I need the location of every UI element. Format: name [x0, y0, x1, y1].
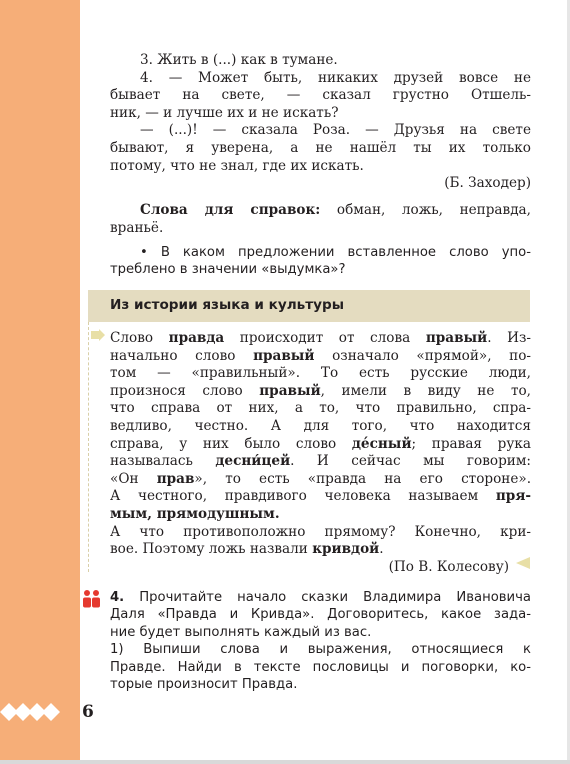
- bullet-icon: •: [140, 245, 148, 260]
- task-4: 4. Прочитайте начало сказки Владимира Ивановича Даля «Правда и Кривда». Договоритесь, какое зада- ние будет выполнять каждый из вас. 1) Выпиши слова и выражения, относящиеся к Правде. Найди в тексте пословицы и поговорки, ко- торые произносит Правда.: [110, 590, 531, 693]
- history-line: Слово правда происходит от слова правый. Из-: [110, 330, 531, 346]
- poem-line: — (...)! — сказала Роза. — Друзья на свете: [140, 122, 531, 139]
- poem-line: бывает на свете, — сказал грустно Отшель-: [110, 87, 531, 104]
- history-line: «Он прав», то есть «правда на его стороне».: [110, 470, 532, 487]
- task-text: Прочитайте начало сказки Владимира Иванович: [139, 590, 523, 605]
- history-line: том — «правильный». То есть русские люди,: [110, 365, 531, 382]
- history-line: справа, у них было слово дéсный; правая рука: [110, 435, 531, 452]
- reference-label: Слова для справок:: [140, 202, 321, 218]
- history-section-header: [88, 290, 530, 322]
- history-line: ведливо, честно. А для того, что находится: [110, 417, 531, 434]
- task-subtask-1: 1) Выпиши слова и выражения, относящиеся к: [110, 642, 531, 658]
- pair-work-icon: [82, 589, 102, 609]
- poem-excerpt: [110, 52, 531, 193]
- history-line: начально слово правый означало «прямой», по-: [110, 347, 531, 364]
- poem-line-3: 3. Жить в (...) как в тумане.: [140, 52, 338, 68]
- task-text: торые произносит Правда.: [110, 677, 298, 693]
- page-number: 6: [82, 702, 94, 722]
- poem-line: потому, что не знал, где их искать.: [110, 157, 364, 174]
- poem-line: бывают, я уверена, а не нашёл ты их только: [110, 139, 531, 156]
- history-text: [110, 330, 531, 576]
- reference-words-list: обман, ложь, неправда,: [336, 202, 531, 218]
- arrow-right-marker-icon: [91, 329, 105, 341]
- question-block: [110, 244, 531, 279]
- history-line: произнося слово правый, имели в виду не то,: [110, 382, 531, 399]
- page-bottom-edge: [0, 760, 570, 764]
- task-number: 4.: [110, 590, 125, 605]
- diamond-ornament-icon: [0, 703, 80, 721]
- history-line: А что противоположно прямому? Конечно, кри-: [110, 523, 531, 540]
- history-line: называлась десни́цей. И сейчас мы говорим:: [110, 453, 531, 470]
- history-line: мым, прямодушным.: [110, 505, 280, 522]
- history-line: вое. Поэтому ложь назвали кривдой.: [110, 541, 384, 558]
- history-section-border: [88, 322, 90, 572]
- history-line: А честного, правдивого человека называем пря-: [110, 488, 531, 505]
- poem-line: ник, — и лучше их и не искать?: [110, 104, 339, 121]
- question-text: треблено в значении «выдумка»?: [110, 262, 346, 278]
- left-margin-bar: [0, 0, 80, 764]
- poem-line: 4. — Может быть, никаких друзей вовсе не: [140, 69, 531, 86]
- task-text: Даля «Правда и Кривда». Договоритесь, какое зада-: [110, 607, 531, 623]
- question-text: В каком предложении вставленное слово упо-: [160, 245, 531, 260]
- task-text: Правде. Найди в тексте пословицы и поговорки, ко-: [110, 659, 531, 675]
- arrow-left-marker-icon: [516, 557, 530, 569]
- history-section-title: Из истории языка и культуры: [110, 297, 345, 313]
- poem-author: (Б. Заходер): [444, 175, 531, 192]
- history-line: что справа от них, а то, что правильно, спра-: [110, 400, 531, 417]
- task-text: ние будет выполнять каждый из вас.: [110, 624, 372, 640]
- history-source: (По В. Колесову): [388, 558, 509, 575]
- reference-words-list: враньё.: [110, 219, 164, 236]
- reference-words: [110, 202, 531, 237]
